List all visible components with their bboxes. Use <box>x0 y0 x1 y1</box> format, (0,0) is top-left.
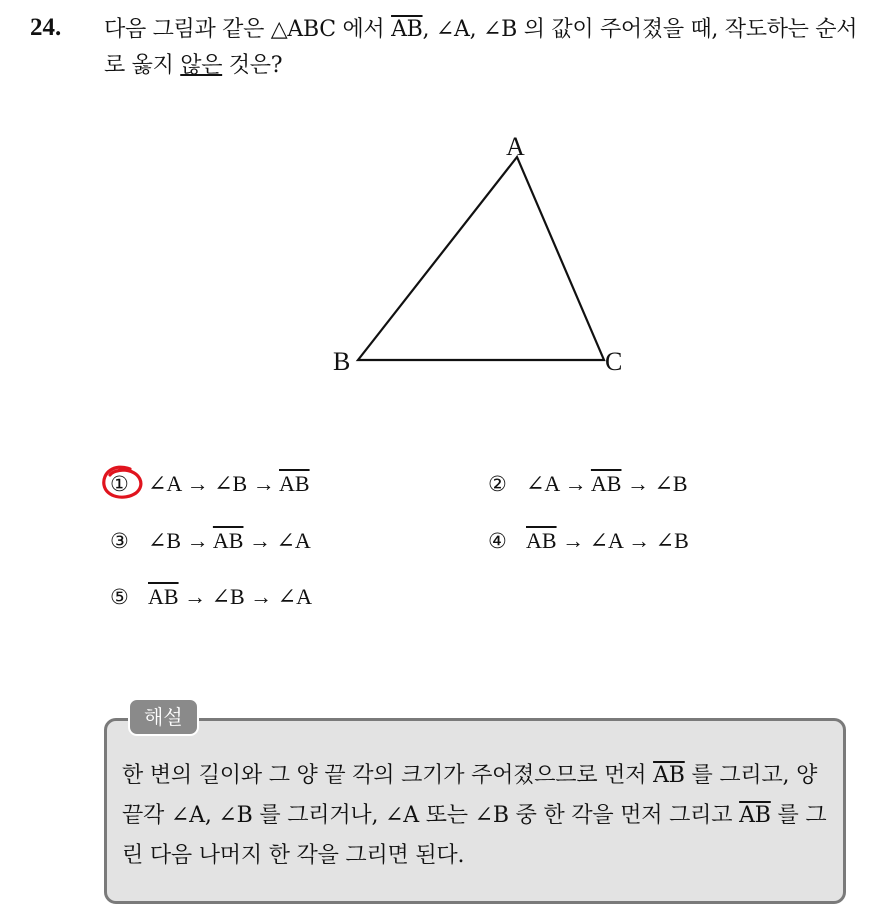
choice-2-part2: → ∠B <box>621 471 688 496</box>
choice-2-part1: ∠A → <box>526 471 591 496</box>
choice-4-segment: $\overline{AB}$ <box>526 528 557 553</box>
choice-2-segment: $\overline{AB}$ <box>590 471 622 496</box>
choice-3-segment: $\overline{AB}$ <box>212 528 244 553</box>
vertex-label-c: C <box>605 347 623 376</box>
choice-3-number: ③ <box>110 529 129 553</box>
choice-3-part2: → ∠A <box>243 528 311 553</box>
choice-2-number: ② <box>488 472 507 496</box>
question-text-part2: 에서 <box>335 17 392 42</box>
choice-5[interactable] <box>110 584 312 610</box>
vertex-label-b: B <box>333 347 351 376</box>
emphasis-not: 않은 <box>180 53 223 78</box>
question-text-part3: , ∠A, ∠B 의 값이 주어졌을 때, 작도하는 순서로 옳지 <box>104 17 858 78</box>
choice-4-part2: → ∠A → ∠B <box>556 528 689 553</box>
choice-4-number: ④ <box>488 529 507 553</box>
explanation-segment-1: $\overline{AB}$ <box>653 763 685 788</box>
choice-3-part1: ∠B → <box>148 528 213 553</box>
question-number: 24. <box>30 14 62 41</box>
explanation-text <box>122 756 834 876</box>
triangle-name: △ABC <box>270 17 336 42</box>
choice-5-number: ⑤ <box>110 585 129 609</box>
segment-ab: $\overline{AB}$ <box>391 17 423 42</box>
explanation-part3: 를 그린 다음 나머지 한 각을 그리면 된다. <box>122 803 827 868</box>
choice-1-part1: ∠A → ∠B → <box>148 471 280 496</box>
choice-3[interactable] <box>110 528 311 554</box>
choice-5-segment: $\overline{AB}$ <box>148 584 179 609</box>
choice-1-number: ① <box>110 472 129 496</box>
question-text-part1: 다음 그림과 같은 <box>104 17 271 42</box>
choice-2[interactable] <box>488 471 688 497</box>
choice-4[interactable] <box>488 528 689 554</box>
triangle-abc <box>358 157 604 360</box>
explanation-tag: 해설 <box>128 698 199 736</box>
explanation-part1: 한 변의 길이와 그 양 끝 각의 크기가 주어졌으므로 먼저 <box>122 763 654 788</box>
explanation-segment-2: $\overline{AB}$ <box>739 803 771 828</box>
question-text-part4: 것은? <box>222 53 283 78</box>
choice-5-part2: → ∠B → ∠A <box>178 584 312 609</box>
choice-1-segment: $\overline{AB}$ <box>279 471 310 496</box>
vertex-label-a: A <box>506 132 525 161</box>
explanation-part2: 를 그리고, 양 끝각 ∠A, ∠B 를 그리거나, ∠A 또는 ∠B 중 한 각을 먼저 그리고 <box>122 763 818 828</box>
choice-1[interactable] <box>110 471 310 497</box>
